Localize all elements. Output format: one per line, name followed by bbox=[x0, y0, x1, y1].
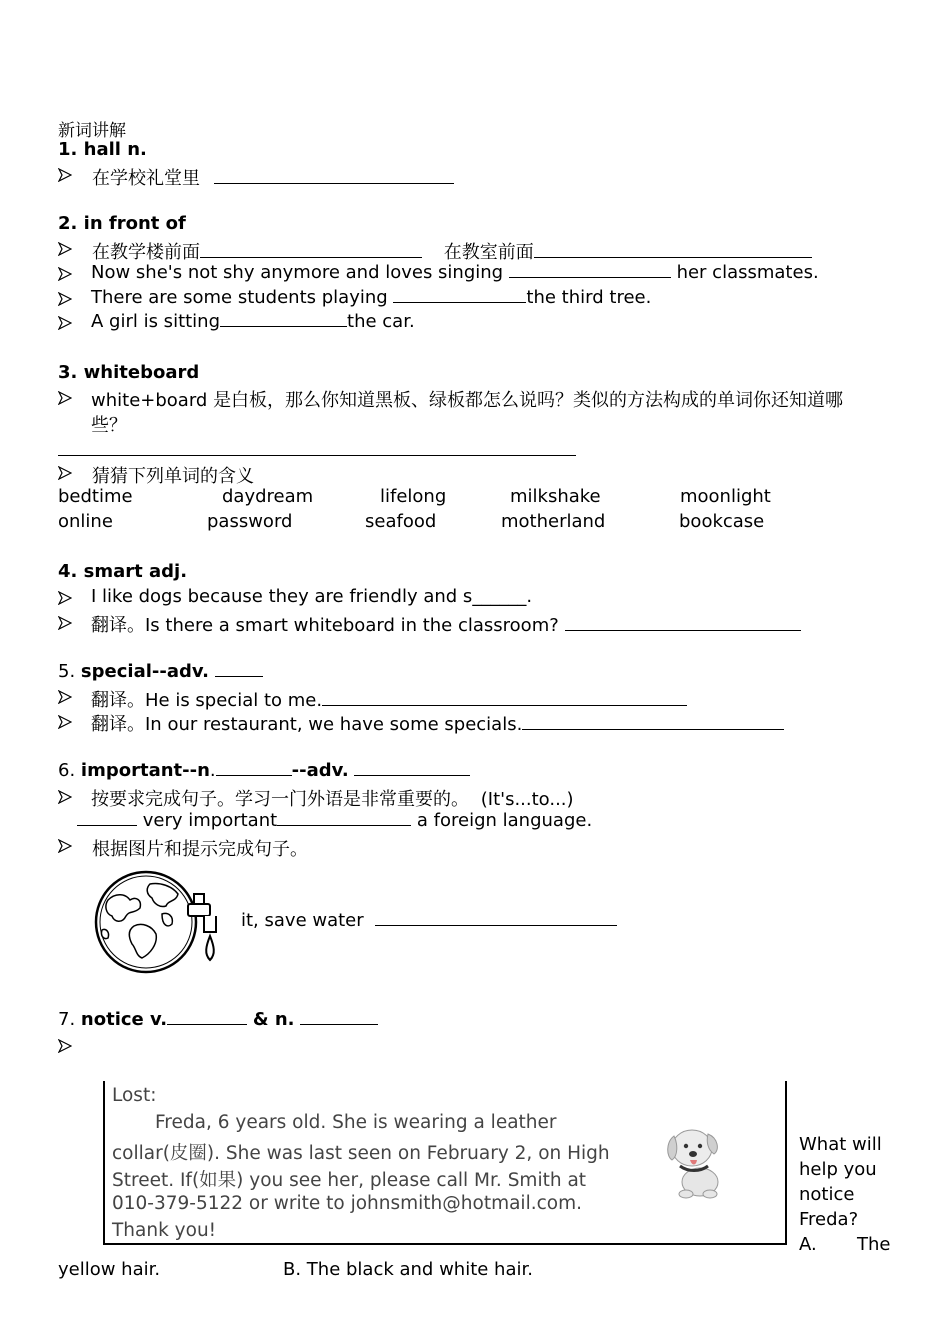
notice-line-3: Street. If(如果) you see her, please call Mr. Smith at bbox=[112, 1170, 587, 1191]
arrow-bullet-icon bbox=[58, 616, 72, 630]
s3-item-1-cn: 是白板，那么你知道黑板、绿板都怎么说吗？类似的方法构成的单词你还知道哪 bbox=[213, 390, 844, 411]
section-adv: --adv. bbox=[291, 760, 349, 781]
s5-item-1-en: He is special to me. bbox=[145, 690, 323, 711]
section-6-title bbox=[58, 760, 470, 781]
answer-blank[interactable] bbox=[200, 243, 422, 258]
section-number: 3. bbox=[58, 362, 78, 383]
s3-item-2: 猜猜下列单词的含义 bbox=[92, 466, 254, 487]
word-row-2-w2: password bbox=[207, 511, 293, 532]
arrow-bullet-icon bbox=[58, 466, 72, 480]
answer-blank[interactable] bbox=[277, 811, 411, 826]
word-row-2-w3: seafood bbox=[365, 511, 437, 532]
answer-blank[interactable] bbox=[534, 243, 812, 258]
s6-line-2a: very important bbox=[142, 810, 278, 831]
answer-blank[interactable] bbox=[375, 911, 617, 926]
section-1-title bbox=[58, 139, 147, 160]
section-3-title bbox=[58, 362, 199, 383]
arrow-bullet-icon bbox=[58, 1039, 72, 1053]
section-7-title bbox=[58, 1009, 378, 1030]
s6-hint-text: it, save water bbox=[241, 910, 364, 931]
notice-title: Lost: bbox=[112, 1085, 157, 1106]
section-word: hall n. bbox=[83, 139, 147, 160]
s4-item-2-en: Is there a smart whiteboard in the classroom? bbox=[145, 615, 559, 636]
notice-line-5: Thank you! bbox=[112, 1220, 217, 1241]
section-4-title bbox=[58, 561, 187, 582]
s1-item-1-text: 在学校礼堂里 bbox=[92, 168, 200, 189]
answer-blank[interactable] bbox=[322, 691, 687, 706]
arrow-bullet-icon bbox=[58, 267, 72, 281]
section-number: 2. bbox=[58, 213, 78, 234]
question-line-4: Freda? bbox=[799, 1209, 859, 1230]
s2-item-2b-text: her classmates. bbox=[676, 262, 819, 283]
arrow-bullet-icon bbox=[58, 591, 72, 605]
arrow-bullet-icon bbox=[58, 292, 72, 306]
s2-item-4a-text: A girl is sitting bbox=[91, 311, 221, 332]
s5-item-2-cn: 翻译。 bbox=[91, 714, 145, 735]
s6-item-1-en: (It's...to...) bbox=[480, 789, 574, 810]
s2-item-1 bbox=[92, 238, 812, 264]
s3-item-1-en: white+board bbox=[91, 390, 208, 411]
answer-blank[interactable] bbox=[216, 761, 292, 776]
s2-item-2 bbox=[91, 262, 819, 283]
notice-line-2: collar(皮圈). She was last seen on February 2, on High bbox=[112, 1143, 610, 1164]
option-b: B. The black and white hair. bbox=[283, 1259, 533, 1280]
s2-item-2a-text: Now she's not shy anymore and loves singing bbox=[91, 262, 504, 283]
section-word: notice v. bbox=[80, 1009, 168, 1030]
s6-item-1-cn: 按要求完成句子。学习一门外语是非常重要的。 bbox=[91, 789, 469, 810]
arrow-bullet-icon bbox=[58, 715, 72, 729]
option-a-text-1: The bbox=[857, 1234, 891, 1255]
answer-blank[interactable] bbox=[77, 811, 137, 826]
word-row-1-w4: milkshake bbox=[510, 486, 601, 507]
option-a-text-2: yellow hair. bbox=[58, 1259, 161, 1280]
option-a-label: A. bbox=[799, 1234, 817, 1255]
answer-blank[interactable] bbox=[354, 761, 470, 776]
section-number: 6. bbox=[58, 760, 76, 781]
section-word: smart adj. bbox=[83, 561, 188, 582]
question-line-2: help you bbox=[799, 1159, 877, 1180]
s2-item-4b-text: the car. bbox=[347, 311, 415, 332]
answer-blank[interactable] bbox=[167, 1010, 247, 1025]
section-2-title bbox=[58, 213, 186, 234]
s6-item-1-line bbox=[77, 810, 592, 831]
s4-item-1: I like dogs because they are friendly and s______. bbox=[91, 586, 533, 607]
answer-blank[interactable] bbox=[215, 662, 263, 677]
notice-line-4: 010-379-5122 or write to johnsmith@hotmail.com. bbox=[112, 1193, 582, 1214]
s2-item-3b-text: the third tree. bbox=[526, 287, 652, 308]
arrow-bullet-icon bbox=[58, 316, 72, 330]
answer-blank[interactable] bbox=[300, 1010, 378, 1025]
s2-item-1a-text: 在教学楼前面 bbox=[92, 242, 200, 263]
section-word: whiteboard bbox=[83, 362, 200, 383]
s3-item-1 bbox=[91, 386, 843, 412]
word-row-2-w1: online bbox=[58, 511, 113, 532]
question-line-1: What will bbox=[799, 1134, 882, 1155]
s4-item-2 bbox=[91, 611, 801, 637]
section-number: 5. bbox=[58, 661, 76, 682]
word-row-1-w5: moonlight bbox=[680, 486, 771, 507]
puppy-illustration bbox=[660, 1122, 734, 1200]
arrow-bullet-icon bbox=[58, 391, 72, 405]
arrow-bullet-icon bbox=[58, 790, 72, 804]
s6-item-1 bbox=[91, 785, 574, 811]
s1-item-1 bbox=[92, 164, 454, 190]
s4-item-2-cn: 翻译。 bbox=[91, 615, 145, 636]
question-line-3: notice bbox=[799, 1184, 855, 1205]
word-row-2-w4: motherland bbox=[501, 511, 606, 532]
answer-blank[interactable] bbox=[522, 715, 784, 730]
answer-blank[interactable] bbox=[565, 616, 801, 631]
word-row-1-w3: lifelong bbox=[380, 486, 447, 507]
answer-blank[interactable] bbox=[509, 263, 671, 278]
section-word: important--n bbox=[80, 760, 210, 781]
globe-tap-illustration bbox=[90, 870, 230, 974]
answer-blank[interactable] bbox=[220, 312, 347, 327]
s2-item-3 bbox=[91, 287, 651, 308]
s2-item-4 bbox=[91, 311, 415, 332]
word-row-1-w2: daydream bbox=[222, 486, 314, 507]
section-5-title bbox=[58, 661, 263, 682]
s5-item-2 bbox=[91, 710, 784, 736]
section-number: 1. bbox=[58, 139, 78, 160]
notice-line-1: Freda, 6 years old. She is wearing a leather bbox=[155, 1112, 557, 1133]
answer-blank[interactable] bbox=[393, 288, 526, 303]
s6-line-2b: a foreign language. bbox=[416, 810, 593, 831]
s5-item-1-cn: 翻译。 bbox=[91, 690, 145, 711]
section-word: special--adv. bbox=[80, 661, 209, 682]
s5-item-1 bbox=[91, 686, 687, 712]
word-row-1-w1: bedtime bbox=[58, 486, 133, 507]
word-row-2-w5: bookcase bbox=[679, 511, 765, 532]
s3-item-1-cont: 些？ bbox=[91, 415, 127, 436]
s6-hint bbox=[241, 910, 617, 931]
arrow-bullet-icon bbox=[58, 690, 72, 704]
section-number: 4. bbox=[58, 561, 78, 582]
page-heading: 新词讲解 bbox=[58, 121, 126, 141]
s2-item-3a-text: There are some students playing bbox=[91, 287, 388, 308]
arrow-bullet-icon bbox=[58, 168, 72, 182]
answer-line[interactable] bbox=[58, 455, 576, 456]
answer-blank[interactable] bbox=[214, 169, 454, 184]
arrow-bullet-icon bbox=[58, 242, 72, 256]
section-word: in front of bbox=[83, 213, 186, 234]
section-number: 7. bbox=[58, 1009, 76, 1030]
s6-item-2: 根据图片和提示完成句子。 bbox=[92, 839, 308, 860]
arrow-bullet-icon bbox=[58, 839, 72, 853]
section-dot: . bbox=[209, 760, 216, 781]
section-noun: & n. bbox=[252, 1009, 295, 1030]
s5-item-2-en: In our restaurant, we have some specials. bbox=[145, 714, 523, 735]
s2-item-1b-text: 在教室前面 bbox=[443, 242, 534, 263]
